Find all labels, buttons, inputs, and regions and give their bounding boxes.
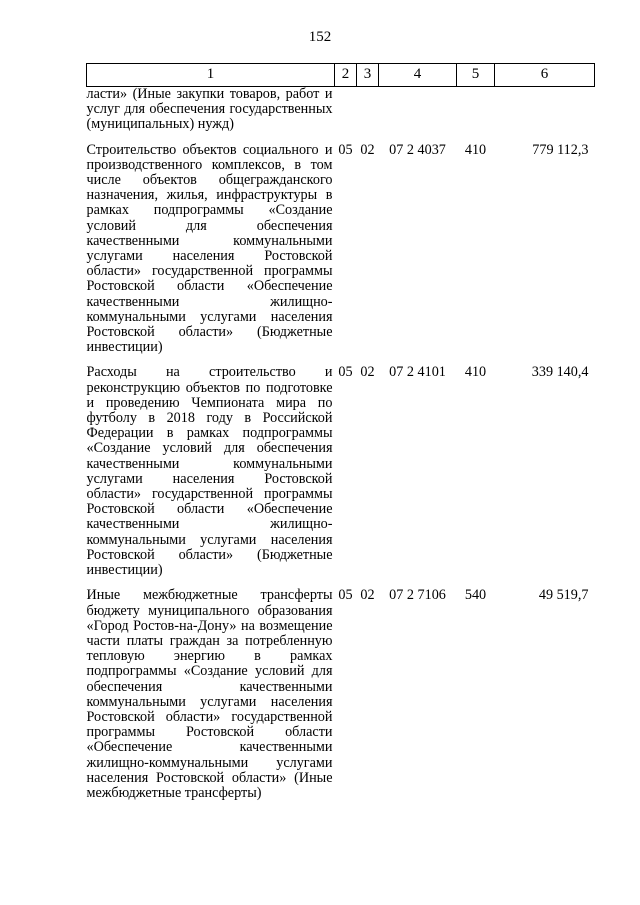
row-amount xyxy=(495,87,595,140)
row-amount: 49 519,7 xyxy=(538,587,589,604)
row-description: Иные межбюджетные трансферты бюджету муниципального образования «Город Ростов-на-Дону» на возмещение части платы граждан за потребленную тепловую энергию в рамках подпрограммы «Создание условий для обеспечения качественными коммунальными услугами населения Ростовской области» государственной программы Ростовской области «Обеспечение качественными жилищно-коммунальными услугами населения Ростовской области» (Иные межбюджетные трансферты) xyxy=(86,587,333,801)
row-target-code: 07 2 4101 xyxy=(389,364,446,381)
column-header-1: 1 xyxy=(87,64,335,87)
row-subsection: 02 xyxy=(360,587,375,604)
row-expense-type: 410 xyxy=(464,364,487,381)
row-section xyxy=(335,87,357,140)
row-section: 05 xyxy=(338,587,353,604)
row-amount: 779 112,3 xyxy=(532,141,589,158)
table-row xyxy=(87,585,595,808)
budget-table xyxy=(86,63,595,808)
row-target-code: 07 2 7106 xyxy=(389,587,446,604)
row-subsection: 02 xyxy=(360,141,375,158)
header-row xyxy=(87,64,595,87)
table-row xyxy=(87,140,595,363)
row-section: 05 xyxy=(338,364,353,381)
row-expense-type: 540 xyxy=(464,587,487,604)
row-expense-type: 410 xyxy=(464,141,487,158)
column-header-5: 5 xyxy=(457,64,495,87)
table-row xyxy=(87,87,595,140)
row-description: ласти» (Иные закупки товаров, работ и услуг для обеспечения государственных (муниципальных) нужд) xyxy=(86,86,333,133)
column-header-4: 4 xyxy=(379,64,457,87)
column-header-3: 3 xyxy=(357,64,379,87)
row-section: 05 xyxy=(338,141,353,158)
page-number: 152 xyxy=(308,29,332,45)
row-description: Расходы на строительство и реконструкцию объектов по подготовке и проведению Чемпионата мира по футболу в 2018 году в Российской Федерации в рамках подпрограммы «Создание условий для обеспечения качественными коммунальными услугами населения Ростовской области» государственной программы Ростовской области «Обеспечение качественными жилищно-коммунальными услугами населения Ростовской области» (Бюджетные инвестиции) xyxy=(86,364,333,579)
table-row xyxy=(87,362,595,585)
row-amount: 339 140,4 xyxy=(531,364,589,381)
row-subsection xyxy=(357,87,379,140)
column-header-2: 2 xyxy=(335,64,357,87)
row-target-code: 07 2 4037 xyxy=(389,141,446,158)
row-target-code xyxy=(379,87,457,140)
column-header-6: 6 xyxy=(495,64,595,87)
row-expense-type xyxy=(457,87,495,140)
row-subsection: 02 xyxy=(360,364,375,381)
row-description: Строительство объектов социального и производственного комплексов, в том числе объектов общегражданского назначения, жилья, инфраструктуры в рамках подпрограммы «Создание условий для обеспечения качественными коммунальными услугами населения Ростовской области» государственной программы Ростовской области «Обеспечение качественными жилищно-коммунальными услугами населения Ростовской области» (Бюджетные инвестиции) xyxy=(86,141,333,356)
